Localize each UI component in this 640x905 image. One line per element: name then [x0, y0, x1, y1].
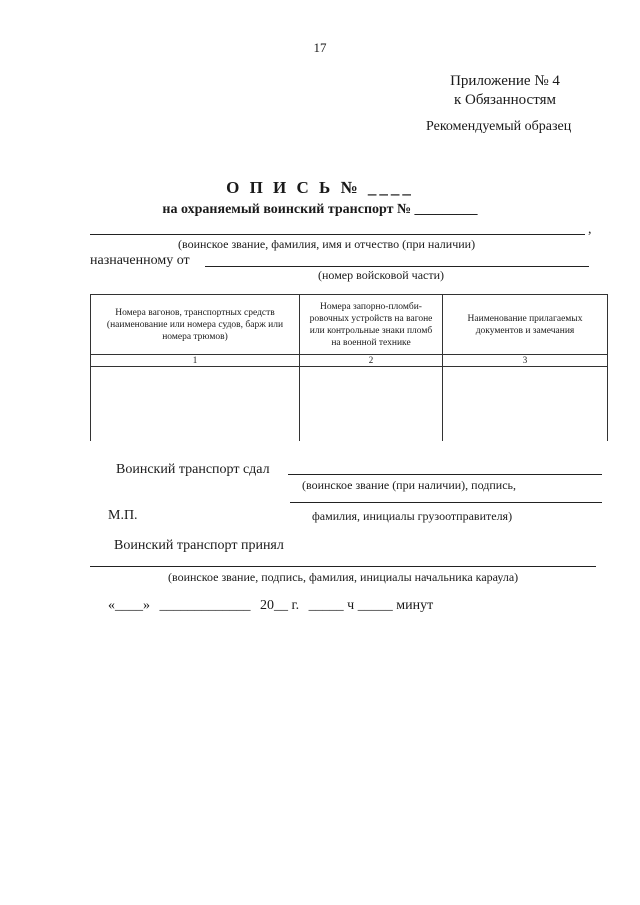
column-number-2: 2: [300, 355, 443, 367]
handed-fill-line-2: [290, 502, 602, 503]
handed-fill-line: [288, 474, 602, 475]
table-cell: [91, 367, 300, 442]
table-row: [91, 367, 608, 442]
page-number: 17: [313, 40, 327, 55]
trailing-comma: ,: [588, 222, 592, 237]
table-header-row: [91, 295, 608, 355]
document-subtitle: на охраняемый воинский транспорт № _________: [162, 202, 478, 217]
date-day: «____»: [108, 598, 150, 613]
received-label: Воинский транспорт принял: [114, 538, 284, 553]
header-wagon-numbers: Номера вагонов, транспортных средств (наименование или номера судов, барж или номера трюмов): [91, 295, 300, 355]
header-seal-numbers: Номера запорно-пломби-ровочных устройств на вагоне или контрольные знаки пломб на военной технике: [300, 295, 443, 355]
inventory-table: [90, 294, 608, 441]
person-caption: (воинское звание, фамилия, имя и отчество (при наличии): [178, 237, 476, 251]
appendix-number: Приложение № 4: [450, 73, 560, 89]
received-caption: (воинское звание, подпись, фамилия, инициалы начальника караула): [168, 570, 519, 584]
appendix-header: [380, 72, 630, 110]
received-fill-line: [90, 566, 596, 567]
document-title: О П И С Ь № ____: [226, 178, 414, 197]
handed-caption-2: фамилия, инициалы грузоотправителя): [312, 509, 513, 523]
sample-note: Рекомендуемый образец: [426, 119, 572, 134]
date-hour: _____ ч: [308, 598, 355, 613]
handed-caption-1: (воинское звание (при наличии), подпись,: [302, 478, 516, 492]
header-documents: Наименование прилагаемых документов и замечания: [443, 295, 608, 355]
stamp-place: М.П.: [108, 508, 138, 523]
column-number-3: 3: [443, 355, 608, 367]
date-month: _____________: [159, 598, 251, 613]
unit-fill-line: [205, 266, 589, 267]
appendix-reference: к Обязанностям: [454, 92, 556, 108]
unit-caption: (номер войсковой части): [318, 268, 445, 282]
table-number-row: [91, 355, 608, 367]
table-cell: [300, 367, 443, 442]
handed-label: Воинский транспорт сдал: [116, 462, 270, 477]
person-fill-line: [90, 234, 585, 235]
date-line: [108, 598, 433, 614]
date-year: 20__ г.: [260, 598, 300, 613]
column-number-1: 1: [91, 355, 300, 367]
table-cell: [443, 367, 608, 442]
date-minute: _____ минут: [357, 598, 434, 613]
assigned-label: назначенному от: [90, 253, 190, 268]
